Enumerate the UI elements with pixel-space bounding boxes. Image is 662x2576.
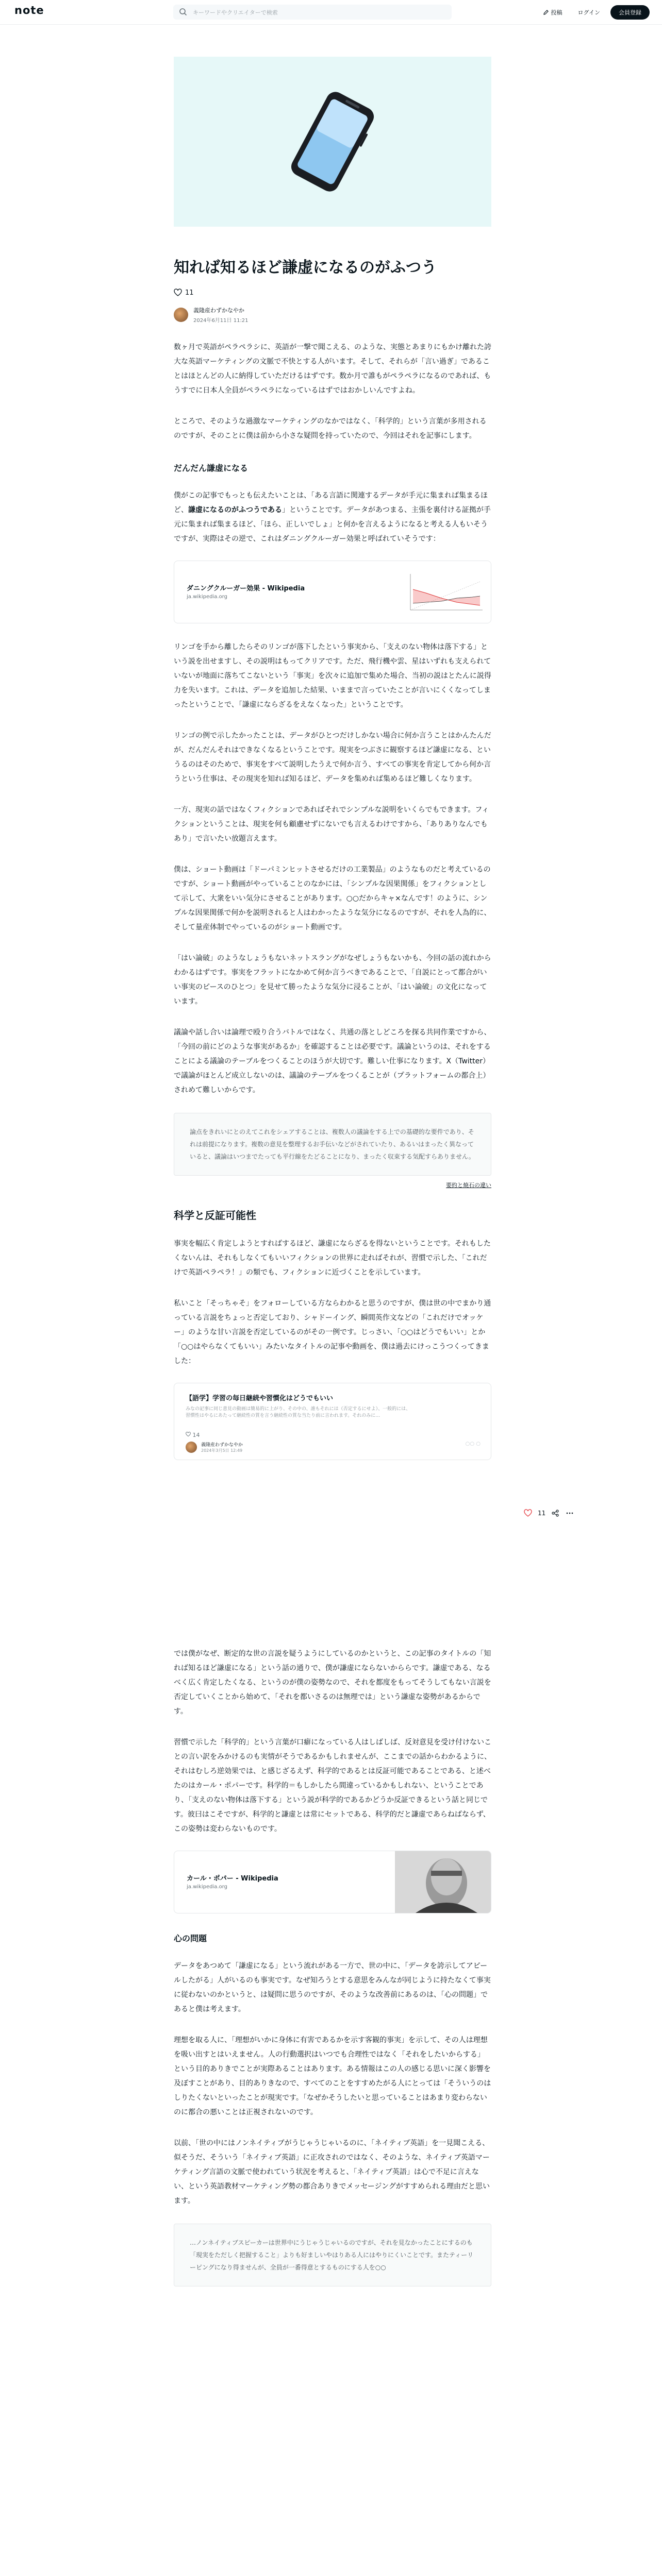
section3-paragraph-3: 以前、「世の中にはノンネイティブがうじゃうじゃいるのに、「ネイティブ英語」を一見聞こえる、似そうだ、そういう「ネイティブ英語」に正攻されのではなく、そのような、ネイティブ英語マーケティング言語の文脈で使われていう状況を考えると、「ネイティブ英語」は心で不足に言えない、という英語教材マーケティング勢の都合ありきでメッセージングがすすめられる理由だと思います。 — [174, 2139, 490, 2205]
quote-text: 論点をきれいにとのえてこれをシェアすることは、複数人の議論をする上での基礎的な要件であり、それは前提になります。複数の意見を整理するお手伝いなどがされていたり、あるいはまったく異なっていると、議論はいつまでたっても平行線をたどることになり、まったく収束する気配すらありません。 — [190, 1128, 475, 1160]
like-row — [174, 289, 491, 297]
post-label: 投稿 — [551, 9, 562, 16]
link-card-domain: ja.wikipedia.org — [187, 1884, 227, 1890]
link-card-dunning-kruger[interactable] — [174, 561, 491, 623]
quote-text: …ノンネイティブスピーカーは世界中にうじゃうじゃいるのですが、それを見なかったことにするのも「現実をただしく把握すること」よりも好ましいやはりある人にはやりにくいことです。またティーリーピングになり得ませんが、全員が一番得意とするものにする人を○○ — [190, 2239, 474, 2271]
section1-paragraph-4: 一方、現実の話ではなくフィクションであればそれでシンプルな説明をいくらでもできます。フィクションということは、現実を何も顧慮せずにないでも言えるわけですから、「ありありなんでもあり」で言いたい放題言えます。 — [174, 806, 489, 843]
author-avatar[interactable] — [174, 308, 188, 322]
article-title: 知れば知るほど謙虚になるのがふつう — [174, 259, 437, 277]
section2-paragraph-2: 私いこと「そっちゃそ」をフォローしている方ならわかると思うのですが、僕は世の中でまかり通っている言説をちょっと否定しており、シャドーイング、瞬間英作文などの「これだけでオッケー」のような甘い言説を否定しているのがその一例です。じっさい、「○○はどうでもいい」とか「○○はやらなくてもいい」みたいなタイトルの記事や動画を、僕は過去にけっこうつくってきました： — [174, 1299, 491, 1365]
floating-actions — [523, 1509, 574, 1518]
section-heading: 科学と反証可能性 — [174, 1209, 256, 1222]
blank-space — [174, 1460, 491, 1630]
more-icon[interactable] — [565, 1509, 574, 1518]
smartphone-illustration-icon — [281, 82, 384, 201]
signup-button[interactable]: 会員登録 — [610, 5, 650, 20]
article-column — [174, 57, 491, 2286]
section1-paragraph-1 — [174, 488, 491, 546]
intro-paragraph-1: 数ヶ月で英語がペラペラシに、英語が一撃で聞こえる、のような、実態とあまりにもかけ離れた誇大な英語マーケティングの文脈で不快とする人がいます。そして、それらが「言い過ぎ」であることはほとんどの人に納得していただけるはずです。数か月で誰もがペラペラになるのであれば、もうすでに日本人全員がペラペラになっているはずではおかしいんですよね。 — [174, 343, 491, 395]
section1-paragraph-6: 「はい論破」のようなしょうもないネットスラングがなぜしょうもないかも、今回の話の流れからわかるはずです。事実をフラットになかめて何か言うべきであることで、「自説にとって都合がいい事実のピースのひとつ」を見せて勝ったような気分に浸ることが、「はい論破」の文化になっています。 — [174, 954, 491, 1006]
section1-paragraph-3: リンゴの例で示したかったことは、データがひとつだけしかない場合に何か言うことはかんたんだが、だんだんそれはできなくなるということです。現実をつぶさに観察するほど謙虚になる、というるのはそのためで、事実をすべて説明したうえで何か言う、すべての事実を肯定してから何か言うという仕事は、その現実を知れば知るほど、データを集めれば集めるほど難しくなります。 — [174, 732, 491, 783]
bold-text: 謙虚になるのがふつうである — [188, 506, 282, 514]
section3-paragraph-2: 理想を取る人に、「理想がいかに身体に有害であるかを示す客観的事実」を示して、その人は理想を吸い出すとはいえません。人の行動選択はいつでも合理性ではなく「それをしたいからする」という目的ありきでことが実際あることはあります。ある情報はこの人の感じる思いに深く影響を及ぼすことがあり、目的ありきなので、すべてのことをすすめたがる人にとっては「そういうのはしりたくないといったことが現実です。「なぜかそうしたいと思っていることはあまり変わらないのに都合の悪いことは正視されないのです。 — [174, 2036, 491, 2116]
section-heading: 心の問題 — [174, 1934, 207, 1943]
like-count[interactable]: 11 — [185, 289, 194, 297]
search-bar[interactable] — [173, 5, 452, 20]
heart-icon[interactable] — [523, 1509, 533, 1518]
link-card-domain: ja.wikipedia.org — [187, 594, 227, 600]
note-logo[interactable]: note — [14, 4, 44, 16]
embed-excerpt: みなの記事に同じ意見の動画は簡易的に上がり、その中の、誰もそれには（否定するにせよ）、一般的には、習慣性はやるにあたって継続性の質を言う継続性の質な当たり前に言われます。それのみに… — [186, 1406, 411, 1418]
embed-title: 【語学】学習の毎日継続や習慣化はどうでもいい — [186, 1395, 334, 1402]
heart-icon[interactable] — [174, 289, 182, 297]
link-card-title: カール・ポパー - Wikipedia — [187, 1875, 278, 1883]
section1-paragraph-5: 僕は、ショート動画は「ドーパミンヒットさせるだけの工業製品」のようなものだと考えているのですが、ショート動画がやっていることのなかには、「シンプルな因果関係」をフィクションとして示して、大衆をいい気分にさせることがあります。○○だからキャ×なんです！のように、シンプルな因果関係で何かを説明されると人はわかったような気分になるのですが、それを人為的に、そして量産体制でやっているのがショート動画です。 — [174, 866, 491, 931]
portrait-photo-thumbnail — [395, 1851, 491, 1913]
search-icon — [179, 8, 187, 16]
intro-paragraph-2: ところで、そのような過激なマーケティングのなかではなく、「科学的」という言葉が多用されるのですが、そのことに僕は前から小さな疑問を持っていたので、今回はそれを記事にします。 — [174, 417, 487, 440]
author-name[interactable]: 義隆産わずかなやか — [193, 307, 244, 314]
post-button[interactable] — [538, 5, 568, 20]
embed-author-avatar — [186, 1442, 197, 1453]
section1-paragraph-7: 議論や話し合いは論理で殴り合うバトルではなく、共通の落としどころを探る共同作業ですから、「今回の前にどのような事実があるか」を確認することは必要です。議論というのは、それをすることによる議論のテーブルをつくることのほうが大切です。難しい仕事になります。X（Twitter）で議論がほとんど成立しないのは、議論のテーブルをつくることが（プラットフォームの都合上）されめて難しいからです。 — [174, 1028, 491, 1094]
login-button[interactable]: ログイン — [577, 9, 600, 16]
floating-like-count: 11 — [538, 1510, 546, 1517]
embed-thumb-label: ○○ ○ — [465, 1441, 481, 1447]
site-header — [0, 0, 662, 25]
section-heading: だんだん謙虚になる — [174, 463, 249, 473]
blockquote — [174, 2224, 491, 2286]
link-card-title: ダニングクルーガー効果 - Wikipedia — [187, 585, 305, 592]
embed-like-count — [186, 1432, 200, 1438]
section1-paragraph-2: リンゴを手から離したらそのリンゴが落下したという事実から、「支えのない物体は落下する」という説を出せますし、その説明はもってクリアです。ただ、飛行機や雲、星はいずれも支えられていないが地面に落ちてこないという「事実」を次々に追加で集めた場合、当初の説はとたんに説得力を失います。これは、データを追加した結果、いままで言っていたことが言いにくくなってしまったということで、「謙虚にならざるをえなくなった」ということです。 — [174, 643, 491, 709]
text-span: 」ということです。データがあつまる、主張を裏付ける証拠が手元に集まれば集まるほど、「ほら、正しいでしょ」と何かを言えるようになると考える人もいそうですが、実際はその逆で、これはダニングクルーガー効果と呼ばれていそうです： — [174, 506, 491, 543]
quote-source-link[interactable]: 要約と焼石の違い — [446, 1182, 491, 1189]
section2-paragraph-4: 習慣で示した「科学的」という言葉が口癖になっている人はしばしば、反対意見を受け付けないことの言い訳をみかけるのも実情がそうであるかもしれませんが、ここまでの話からわかるように、それはむしろ逆効果では、と感じざるえず、科学的であるとは反証可能であることである、と述べたのはカール・ポパーです。科学的＝もしかしたら間違っているかもしれない、ということであり、「支えのない物体は落下する」という説が科学的であるかどうか反証できるという話と同じです。彼曰はこそですが、科学的と謙虚とは常にセットである、科学的だと謙虚であらねばならず、この姿勢は変わらないものです。 — [174, 1738, 491, 1833]
dunning-kruger-chart-thumbnail — [395, 561, 491, 623]
section3-paragraph-1: データをあつめて「謙虚になる」という流れがある一方で、世の中に、「データを誇示してアピールしたがる」人がいるのも事実です。なぜ知ろうとする意思をみんなが同じように持たなくて事実に従わないのかというと、は疑問に思うのですが、そのような改善前にあるのは、「心の問題」であると僕は考えます。 — [174, 1962, 491, 2013]
embed-author-name: 義隆産わずかなやか — [201, 1443, 243, 1448]
search-input[interactable] — [192, 5, 446, 21]
link-card-karl-popper[interactable] — [174, 1851, 491, 1913]
header-actions — [538, 5, 650, 20]
text-span: 僕がこの記事でもっとも伝えたいことは、「ある言語に関連するデータが手元に集まれば集まるほど、 — [174, 492, 488, 514]
post-date: 2024年6月11日 11:21 — [193, 318, 249, 324]
blockquote — [174, 1113, 491, 1176]
share-icon[interactable] — [551, 1509, 560, 1518]
author-info — [174, 306, 491, 324]
embed-author — [186, 1441, 243, 1453]
pencil-icon — [543, 9, 549, 15]
section2-paragraph-3: では僕がなぜ、断定的な世の言説を疑うようにしているのかというと、この記事のタイトルの「知れば知るほど謙虚になる」という話の通りで、僕が謙虚にならないかららです。謙虚である、なるべく広く肯定したくなる、というのが僕の姿勢なので、それを都度をもってそうしてもない言説を否定していくことから始めて、「それを都いさるのは無理では」という謙虚な姿勢があるからです。 — [174, 1650, 491, 1716]
hero-image — [174, 57, 491, 227]
note-article-embed[interactable] — [174, 1383, 491, 1460]
embed-like-number: 14 — [192, 1432, 200, 1438]
heart-icon — [186, 1432, 191, 1437]
embed-author-date: 2024年3月5日 12:49 — [201, 1448, 243, 1453]
section2-paragraph-1: 事実を幅広く肯定しようとすればするほど、謙虚にならざるを得ないということです。それもしたくないんは、それもしなくてもいいフィクションの世界に走ればそれが、習慣で示した、「これだけで英語ペラペラ！」の類でも、フィクションに近づくことを示しています。 — [174, 1240, 491, 1277]
